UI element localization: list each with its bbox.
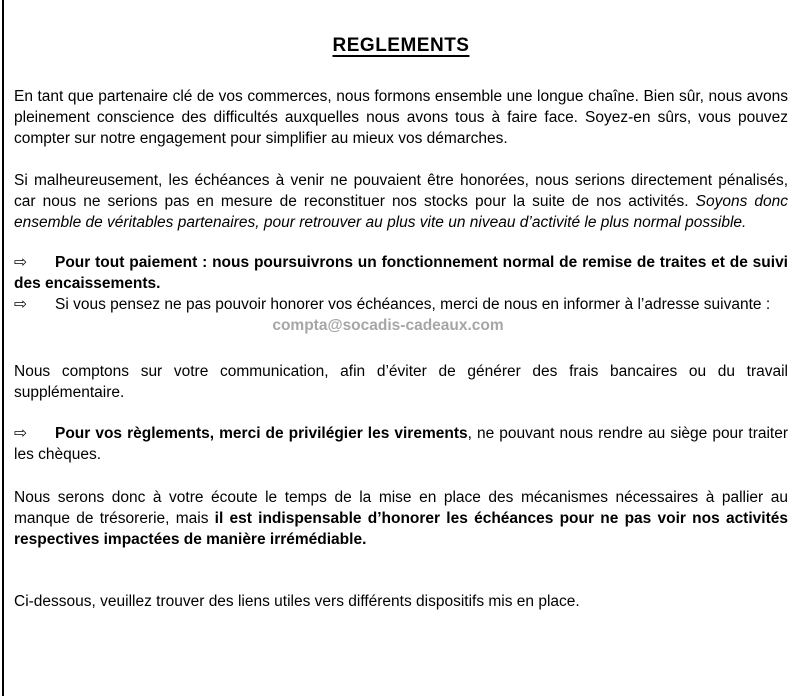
- paragraph-ecoute-normal: Nous serons donc à votre écoute le temps de la mise en place des mécanismes nécessaires à pallier au manque de trésorerie, mais: [14, 489, 788, 527]
- document-title: REGLEMENTS: [332, 35, 470, 56]
- bullet-reglements-rest: , ne pouvant nous rendre au siège pour traiter les chèques.: [14, 425, 789, 463]
- contact-email: compta@socadis-cadeaux.com: [272, 317, 504, 334]
- bullet-paiement: [14, 252, 788, 294]
- document-page: [4, 0, 800, 696]
- bullet-informer-text: Si vous pensez ne pas pouvoir honorer vos échéances, merci de nous en informer à l’adresse suivante :: [55, 296, 771, 313]
- paragraph-intro: En tant que partenaire clé de vos commerces, nous formons ensemble une longue chaîne. Bien sûr, nous avons pleinement conscience des difficultés auxquelles nous avons tous à faire face. Soyez-en sûrs, vous pouvez compter sur notre engagement pour simplifier au mieux vos démarches.: [14, 88, 788, 147]
- arrow-bullet-icon: ⇨: [14, 253, 27, 271]
- bullet-informer: [14, 294, 788, 315]
- arrow-bullet-icon: ⇨: [14, 295, 27, 313]
- bullet-paiement-text: Pour tout paiement : nous poursuivrons un fonctionnement normal de remise de traites et de suivi des encaissements.: [14, 254, 788, 292]
- paragraph-closing: Ci-dessous, veuillez trouver des liens utiles vers différents dispositifs mis en place.: [14, 593, 580, 610]
- paragraph-ecoute-bold: il est indispensable d’honorer les échéances pour ne pas voir nos activités respectives impactées de manière irrémédiable.: [14, 510, 788, 548]
- paragraph-communication: Nous comptons sur votre communication, afin d’éviter de générer des frais bancaires ou du travail supplémentaire.: [14, 363, 788, 401]
- paragraph-echeances-normal: Si malheureusement, les échéances à venir ne pouvaient être honorées, nous serions directement pénalisés, car nous ne serions pas en mesure de reconstituer nos stocks pour la suite de nos activités.: [14, 172, 788, 210]
- paragraph-ecoute: [14, 487, 788, 550]
- paragraph-echeances: [14, 170, 788, 233]
- arrow-bullet-icon: ⇨: [14, 424, 27, 442]
- bullet-reglements-bold: Pour vos règlements, merci de privilégier les virements: [55, 425, 468, 442]
- paragraph-echeances-italic: Soyons donc ensemble de véritables partenaires, pour retrouver au plus vite un niveau d’activité le plus normal possible.: [14, 193, 788, 231]
- bullet-reglements: [14, 423, 788, 465]
